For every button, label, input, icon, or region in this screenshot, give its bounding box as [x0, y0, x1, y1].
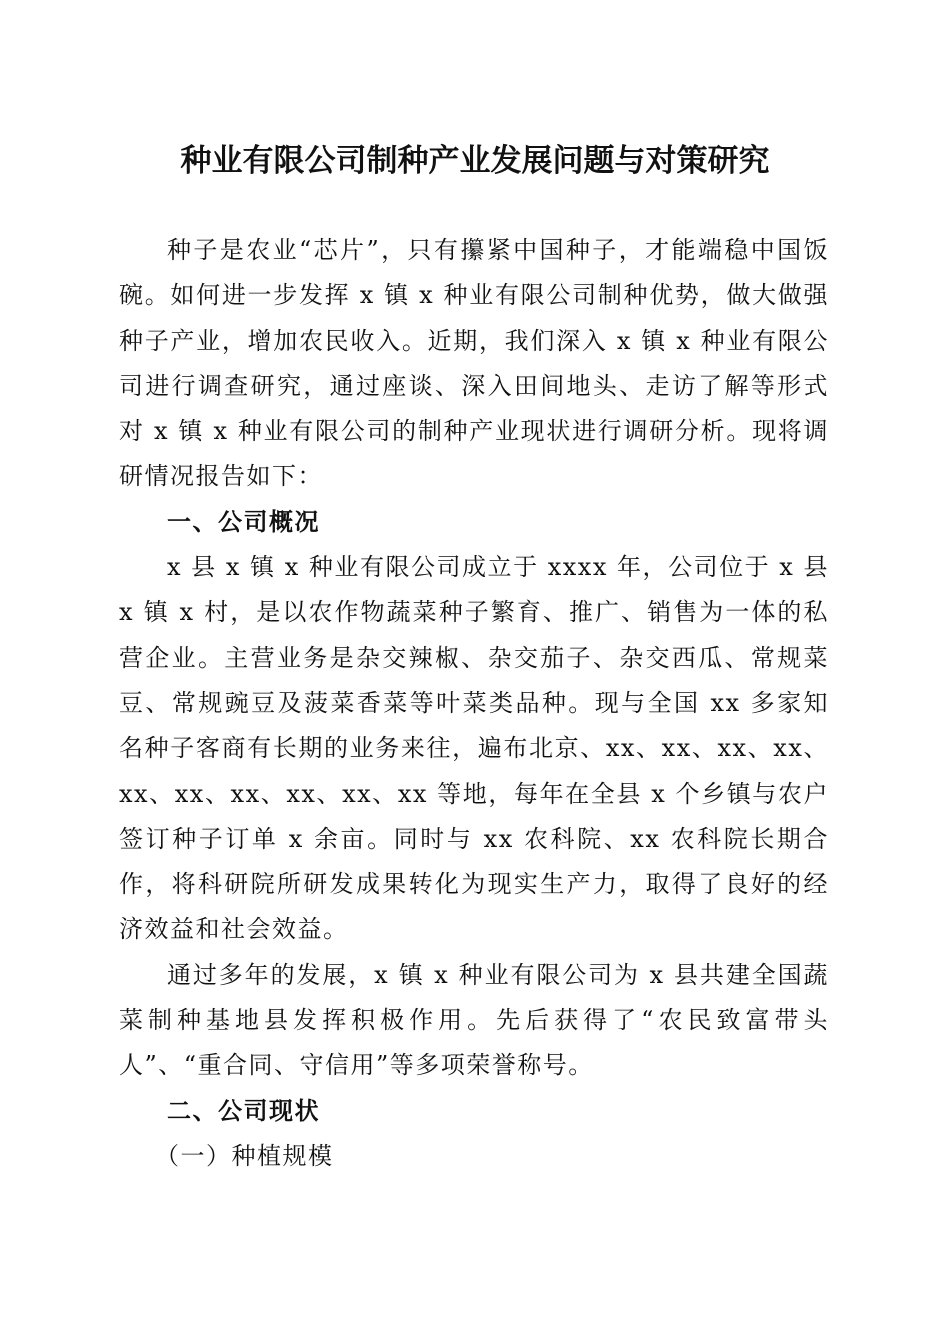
company-overview-paragraph-1: x 县 x 镇 x 种业有限公司成立于 xxxx 年，公司位于 x 县 x 镇 x 村，是以农作物蔬菜种子繁育、推广、销售为一体的私营企业。主营业务是杂交辣椒、杂交茄子、杂交西瓜、常规菜豆、常规豌豆及菠菜香菜等叶菜类品种。现与全国 xx 多家知名种子客商有长期的业务来往，遍布北京、xx、xx、xx、xx、xx、xx、xx、xx、xx、xx 等地，每年在全县 x 个乡镇与农户签订种子订单 x 余亩。同时与 xx 农科院、xx 农科院长期合作，将科研院所研发成果转化为现实生产力，取得了良好的经济效益和社会效益。 — [119, 553, 829, 944]
section-heading-company-status: 二、公司现状 — [167, 1096, 320, 1125]
document-body — [119, 228, 829, 1179]
document-title: 种业有限公司制种产业发展问题与对策研究 — [180, 143, 770, 179]
company-overview-paragraph-2: 通过多年的发展，x 镇 x 种业有限公司为 x 县共建全国蔬菜制种基地县发挥积极作用。先后获得了“农民致富带头人”、“重合同、守信用”等多项荣誉称号。 — [119, 960, 829, 1080]
subsection-heading-planting-scale: （一）种植规模 — [155, 1141, 334, 1170]
section-heading-company-overview: 一、公司概况 — [167, 507, 320, 536]
intro-paragraph: 种子是农业“芯片”，只有攥紧中国种子，才能端稳中国饭碗。如何进一步发挥 x 镇 x 种业有限公司制种优势，做大做强种子产业，增加农民收入。近期，我们深入 x 镇 x 种业有限公司进行调查研究，通过座谈、深入田间地头、走访了解等形式对 x 镇 x 种业有限公司的制种产业现状进行调研分析。现将调研情况报告如下： — [119, 236, 829, 491]
